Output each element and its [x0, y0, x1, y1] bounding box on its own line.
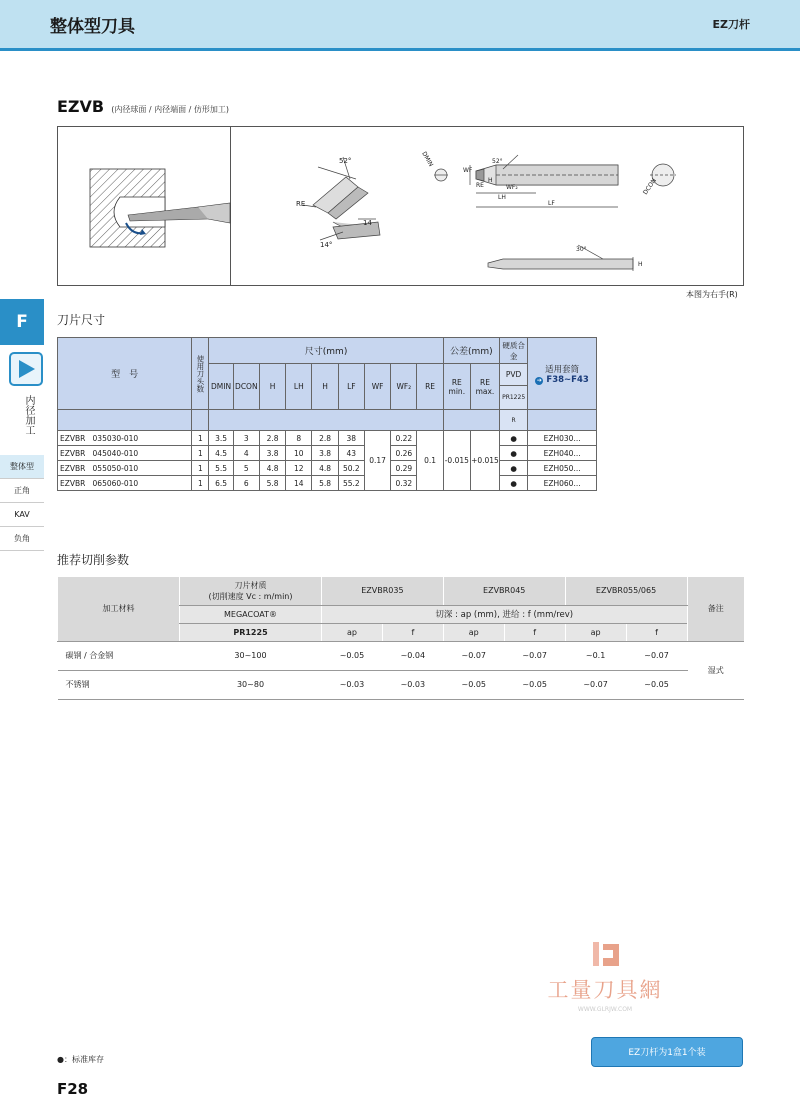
- table-row: EZVBR 055050-010 1 5.5 5 4.8 12 4.8 50.2 0.29 ● EZH050...: [58, 461, 597, 476]
- header-rule: [0, 48, 800, 51]
- col-material: 加工材料: [58, 577, 180, 641]
- col-tol: 公差(mm): [443, 338, 499, 364]
- col-edges: 使用刀头数: [192, 338, 209, 410]
- chapter-tab[interactable]: F: [0, 299, 44, 345]
- watermark: [540, 940, 670, 1013]
- group-035: EZVBR035: [322, 577, 444, 605]
- boring-icon[interactable]: [9, 352, 43, 386]
- label-h2: H: [638, 261, 643, 268]
- col-r: R: [499, 410, 527, 431]
- technical-drawing: [57, 126, 744, 286]
- wf-shared: 0.17: [364, 431, 390, 491]
- insert-dimension-table: [57, 337, 597, 491]
- stock-dot: ●: [499, 446, 527, 461]
- watermark-logo-icon: [585, 940, 625, 970]
- col-dims: 尺寸(mm): [209, 338, 443, 364]
- re-shared: 0.1: [417, 431, 443, 491]
- col-grade: 硬质合金: [499, 338, 527, 364]
- workpiece-section: [90, 169, 230, 247]
- pack-note-button[interactable]: EZ刀杆为1盒1个装: [591, 1037, 743, 1067]
- section-title: 整体型刀具: [50, 17, 135, 37]
- drawing-svg: [58, 127, 743, 285]
- tip-detail: [303, 157, 380, 240]
- label-angle2: 52°: [492, 158, 503, 165]
- figure-note: 本图为右手(R): [686, 290, 738, 299]
- table-row: EZVBR 045040-010 1 4.5 4 3.8 10 3.8 43 0.26 ● EZH040...: [58, 446, 597, 461]
- label-wf: WF: [463, 167, 473, 174]
- col-holder: 适用套筒 ➔ F38~F43: [528, 338, 597, 410]
- sidebar-item-negative[interactable]: 负角: [0, 527, 44, 551]
- table-row: EZVBR 035030-010 1 3.5 3 2.8 8 2.8 38 0.17 0.22 0.1 -0.015 +0.015 ● EZH030...: [58, 431, 597, 446]
- col-wf: WF: [364, 364, 390, 410]
- section-subtitle: EZ刀杆: [712, 18, 750, 31]
- col-re: RE: [417, 364, 443, 410]
- stock-dot: ●: [499, 461, 527, 476]
- sidebar-menu: [0, 455, 44, 551]
- stock-legend: ●：标准库存: [57, 1055, 104, 1064]
- label-wf2: WF₂: [506, 184, 518, 191]
- notes-cell: 湿式: [687, 641, 744, 699]
- label-lf: LF: [548, 200, 555, 207]
- category-label: 内径加工: [23, 395, 34, 435]
- product-heading: [57, 97, 229, 116]
- col-pr1225: PR1225: [499, 386, 527, 410]
- sidebar-item-solid[interactable]: 整体型: [0, 455, 44, 479]
- stock-dot: ●: [499, 476, 527, 491]
- pr1225-label: PR1225: [180, 623, 322, 641]
- watermark-url: WWW.GLRJW.COM: [577, 1006, 633, 1013]
- arrow-icon: ➔: [536, 376, 542, 384]
- col-h2: H: [312, 364, 338, 410]
- product-code: EZVB: [57, 97, 105, 116]
- sidebar-item-kav[interactable]: KAV: [0, 503, 44, 527]
- model-cell: EZVBR 065060-010: [58, 476, 192, 491]
- label-re1: RE: [296, 200, 306, 208]
- label-angle3: 30°: [576, 246, 587, 253]
- megacoat-label: MEGACOAT®: [180, 605, 322, 623]
- page-number: F28: [57, 1080, 89, 1098]
- col-grade: 刀片材质 (切削速度 Vc : m/min): [180, 577, 322, 605]
- model-cell: EZVBR 045040-010: [58, 446, 192, 461]
- cutting-conditions-table: 加工材料 刀片材质 (切削速度 Vc : m/min) EZVBR035 EZVBR045 EZVBR055/065 备注 MEGACOAT® 切深 : ap (mm), 进给 : f (mm/rev) PR1225 ap f ap f ap f 碳钢 / 合金钢 30~100 ~0.05 ~0.04 ~0.07 ~0.07 ~0.1 ~0.07 湿式 不锈钢 30~80 ~0.03 ~0.03 ~0.05 ~0.05 ~0.07 ~0.05: [57, 577, 744, 700]
- label-re2: RE: [476, 182, 484, 189]
- group-045: EZVBR045: [443, 577, 565, 605]
- label-angle14: 14°: [320, 241, 333, 249]
- table-row: 不锈钢 30~80 ~0.03 ~0.03 ~0.05 ~0.05 ~0.07 ~0.05: [58, 670, 745, 699]
- col-lf: LF: [338, 364, 364, 410]
- insert-table-title: 刀片尺寸: [57, 313, 106, 327]
- depth-feed-label: 切深 : ap (mm), 进给 : f (mm/rev): [322, 605, 688, 623]
- model-cell: EZVBR 055050-010: [58, 461, 192, 476]
- stock-dot: ●: [499, 431, 527, 446]
- group-055-065: EZVBR055/065: [565, 577, 687, 605]
- label-h: H: [488, 177, 493, 184]
- col-dcon: DCON: [233, 364, 259, 410]
- table-row: 碳钢 / 合金钢 30~100 ~0.05 ~0.04 ~0.07 ~0.07 ~0.1 ~0.07 湿式: [58, 641, 745, 670]
- col-pvd: PVD: [499, 364, 527, 386]
- model-cell: EZVBR 035030-010: [58, 431, 192, 446]
- col-lh: LH: [286, 364, 312, 410]
- label-dcon: DCON: [641, 177, 658, 197]
- page-header: [0, 0, 800, 48]
- watermark-text: 工量刀具網: [547, 978, 663, 1002]
- col-notes: 备注: [687, 577, 744, 641]
- col-h: H: [259, 364, 285, 410]
- col-wf2: WF₂: [391, 364, 417, 410]
- cutting-table-title: 推荐切削参数: [57, 553, 130, 567]
- col-re-max: RE max.: [470, 364, 499, 410]
- product-subtitle: (内径球面 / 内径端面 / 仿形加工): [111, 105, 230, 114]
- table-row: EZVBR 065060-010 1 6.5 6 5.8 14 5.8 55.2 0.32 ● EZH060...: [58, 476, 597, 491]
- label-14: 14: [363, 219, 372, 227]
- re-max-shared: +0.015: [470, 431, 499, 491]
- sidebar-item-positive[interactable]: 正角: [0, 479, 44, 503]
- col-re-min: RE min.: [443, 364, 470, 410]
- re-min-shared: -0.015: [443, 431, 470, 491]
- col-model: 型 号: [58, 338, 192, 410]
- label-dmin: DMIN: [420, 150, 435, 168]
- col-dmin: DMIN: [209, 364, 233, 410]
- label-angle1: 52°: [339, 157, 352, 165]
- label-lh: LH: [498, 194, 506, 201]
